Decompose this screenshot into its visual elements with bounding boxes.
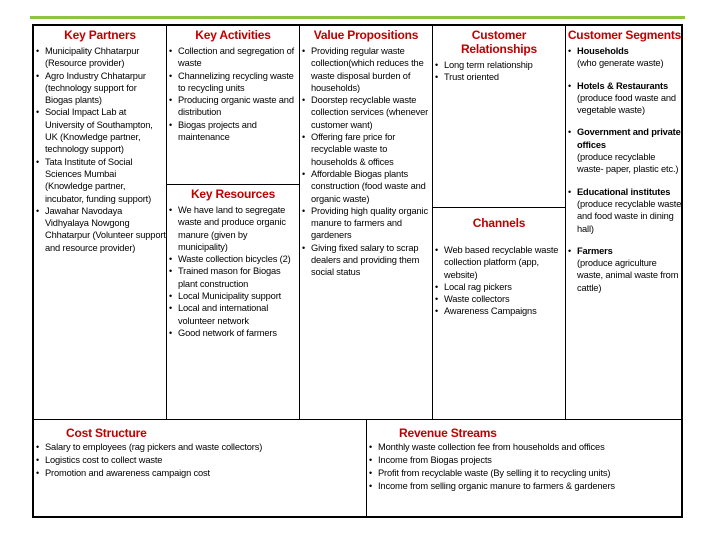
customer-relationships-section [433, 26, 566, 208]
list-item [566, 245, 683, 294]
key-activities-heading: Key Activities [195, 28, 271, 42]
list-item: • Producing organic waste and distribution [167, 94, 299, 119]
list-item: • Income from Biogas projects [367, 454, 683, 467]
list-item [566, 126, 683, 175]
cost-structure-heading: Cost Structure [66, 426, 147, 440]
list-item [566, 80, 683, 117]
list-item: • Waste collectors [433, 293, 565, 305]
key-partners-list [34, 45, 166, 254]
key-activities-list [167, 45, 299, 143]
list-item: • Agro Industry Chhatarpur (technology support for Biogas plants) [34, 70, 166, 107]
list-item: • We have land to segregate waste and produce organic manure (given by municipality) [167, 204, 299, 253]
list-item: • Web based recyclable waste collection platform (app, website) [433, 244, 565, 281]
segment-name: Households [577, 46, 629, 56]
list-item: • Awareness Campaigns [433, 305, 565, 317]
list-item: • Giving fixed salary to scrap dealers and providing them social status [300, 242, 432, 279]
list-item: • Local rag pickers [433, 281, 565, 293]
segment-description: (produce recyclable waste and food waste in dining hall) [577, 198, 682, 234]
list-item: • Jawahar Navodaya Vidhyalaya Nowgong Chhatarpur (Volunteer support and resource provider) [34, 205, 166, 254]
list-item: • Income from selling organic manure to farmers & gardeners [367, 480, 683, 493]
key-partners-heading: Key Partners [64, 28, 136, 42]
segment-description: (who generate waste) [577, 58, 664, 69]
list-item [566, 186, 683, 235]
list-item: • Local and international volunteer network [167, 302, 299, 327]
list-item: • Profit from recyclable waste (By selling it to recycling units) [367, 467, 683, 480]
segment-description: (produce food waste and vegetable waste) [577, 92, 676, 116]
list-item: • Logistics cost to collect waste [34, 454, 366, 467]
value-propositions-list [300, 45, 432, 279]
list-item: • Long term relationship [433, 59, 565, 71]
list-item: • Trained mason for Biogas plant construction [167, 265, 299, 290]
list-item: • Channelizing recycling waste to recycling units [167, 70, 299, 95]
list-item: • Trust oriented [433, 71, 565, 83]
list-item: • Good network of farmers [167, 327, 299, 339]
segment-name: Farmers [577, 245, 613, 256]
segment-name: Hotels & Restaurants [577, 80, 669, 91]
list-item: • Monthly waste collection fee from households and offices [367, 441, 683, 454]
list-item: • Offering fare price for recyclable waste to households & offices [300, 131, 432, 168]
cost-structure-list [34, 441, 366, 480]
cost-structure-section [34, 420, 367, 516]
customer-relationships-heading: Customer Relationships [460, 28, 538, 56]
list-item [566, 45, 683, 70]
list-item: • Tata Institute of Social Sciences Mumbai (Knowledge partner, incubator, funding support) [34, 156, 166, 205]
list-item: • Waste collection bicycles (2) [167, 253, 299, 265]
key-resources-heading: Key Resources [190, 187, 276, 201]
channels-section [433, 208, 566, 420]
list-item: • Collection and segregation of waste [167, 45, 299, 70]
value-propositions-section [300, 26, 433, 420]
revenue-streams-list [367, 441, 683, 493]
list-item: • Affordable Biogas plants construction (food waste and organic waste) [300, 168, 432, 205]
customer-segments-heading: Customer Segments [567, 28, 682, 42]
key-partners-section [34, 26, 167, 420]
revenue-streams-section [367, 420, 683, 516]
list-item: • Biogas projects and maintenance [167, 119, 299, 144]
channels-heading: Channels [472, 216, 526, 230]
list-item: • Providing regular waste collection(which reduces the waste disposal burden of households) [300, 45, 432, 94]
customer-segments-section [566, 26, 683, 420]
list-item: • Doorstep recyclable waste collection services (whenever customer want) [300, 94, 432, 131]
segment-name: Government and private offices [577, 127, 681, 150]
customer-relationships-list [433, 59, 565, 84]
list-item: • Providing high quality organic manure to farmers and gardeners [300, 205, 432, 242]
list-item: • Municipality Chhatarpur (Resource provider) [34, 45, 166, 70]
list-item: • Social Impact Lab at University of Southampton, UK (Knowledge partner, technology support) [34, 106, 166, 155]
business-model-canvas [32, 24, 683, 518]
channels-list [433, 244, 565, 318]
list-item: • Local Municipality support [167, 290, 299, 302]
key-resources-list [167, 204, 299, 339]
key-resources-section [167, 185, 300, 420]
customer-segments-list [566, 45, 683, 294]
segment-description: (produce recyclable waste- paper, plastic etc.) [577, 152, 679, 175]
value-propositions-heading: Value Propositions [313, 28, 419, 42]
list-item: • Salary to employees (rag pickers and waste collectors) [34, 441, 366, 454]
top-accent-line [30, 16, 685, 19]
revenue-streams-heading: Revenue Streams [399, 426, 497, 440]
segment-description: (produce agriculture waste, animal waste from cattle) [577, 258, 679, 293]
key-activities-section [167, 26, 300, 185]
segment-name: Educational institutes [577, 186, 671, 197]
list-item: • Promotion and awareness campaign cost [34, 467, 366, 480]
